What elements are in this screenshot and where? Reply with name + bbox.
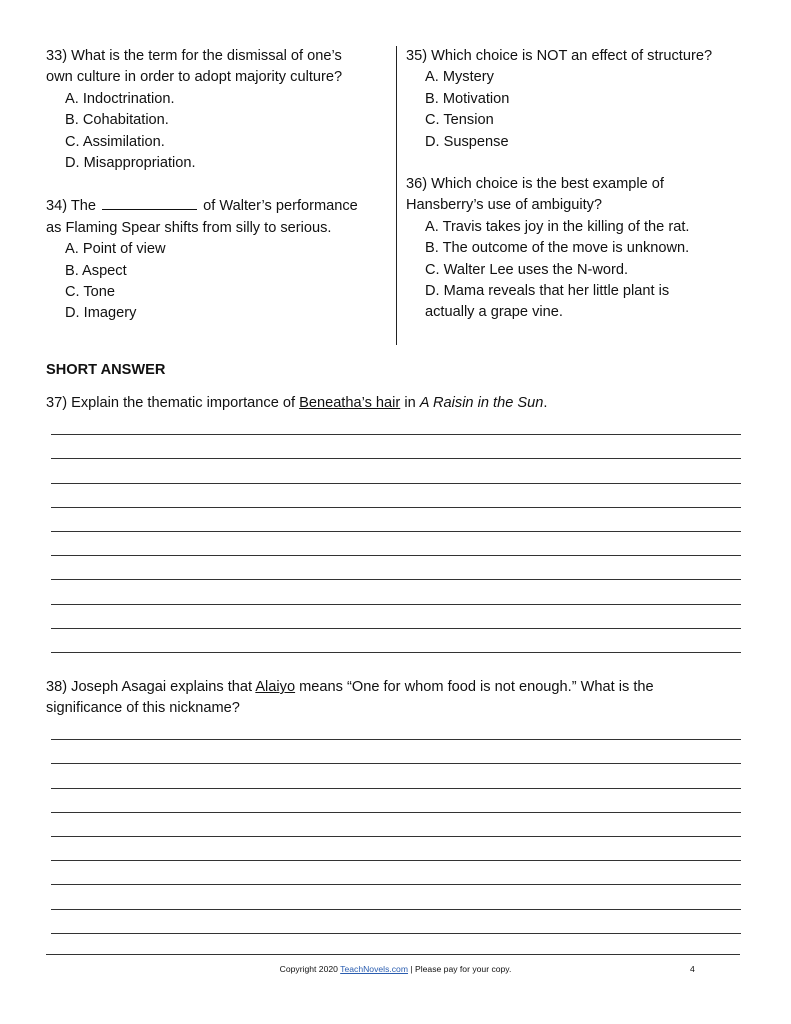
writing-line: [51, 459, 741, 483]
section-heading-short-answer: SHORT ANSWER: [46, 362, 166, 378]
right-column: [406, 46, 751, 324]
question-34: [46, 195, 388, 324]
question-36-options: [406, 217, 751, 324]
answer-lines-37: [51, 411, 741, 653]
writing-line: [51, 629, 741, 653]
left-column: [46, 46, 388, 325]
option-d: D. Mama reveals that her little plant is: [425, 283, 670, 300]
question-38-post: means “One for whom food is not enough.” What is the: [299, 679, 654, 695]
option-b: B. The outcome of the move is unknown.: [425, 240, 690, 257]
writing-line: [51, 885, 741, 909]
question-36-text-line1: 36) Which choice is the best example of: [406, 176, 664, 193]
writing-line: [51, 716, 741, 740]
writing-line: [51, 740, 741, 764]
question-37-mid: in: [404, 395, 416, 411]
question-34-options: [46, 239, 388, 325]
option-c: C. Tone: [65, 284, 116, 301]
option-d: D. Suspense: [425, 133, 509, 150]
option-a: A. Indoctrination.: [65, 90, 175, 107]
option-b: B. Cohabitation.: [65, 112, 169, 129]
writing-line: [51, 556, 741, 580]
writing-line: [51, 580, 741, 604]
question-38-line1: [46, 677, 746, 698]
fill-in-blank: [102, 195, 197, 210]
option-d-continued: actually a grape vine.: [425, 304, 563, 321]
question-33-text-line1: 33) What is the term for the dismissal of one’s: [46, 48, 342, 64]
option-a: A. Point of view: [65, 241, 166, 258]
option-a: A. Travis takes joy in the killing of the rat.: [425, 218, 690, 235]
writing-line: [51, 789, 741, 813]
option-c: C. Walter Lee uses the N-word.: [425, 261, 629, 278]
writing-line: [51, 813, 741, 837]
option-b: B. Aspect: [65, 262, 127, 279]
question-37-underlined: Beneatha’s hair: [299, 395, 401, 411]
writing-line: [51, 484, 741, 508]
question-spacer: [406, 153, 751, 174]
question-33-options: [46, 89, 388, 175]
writing-line: [51, 861, 741, 885]
option-c: C. Assimilation.: [65, 133, 165, 150]
question-38-underlined: Alaiyo: [255, 679, 296, 695]
writing-line: [51, 837, 741, 861]
option-b: B. Motivation: [425, 90, 510, 107]
writing-line: [51, 764, 741, 788]
question-38-line2: significance of this nickname?: [46, 700, 240, 717]
answer-lines-38: [51, 716, 741, 934]
option-a: A. Mystery: [425, 69, 494, 86]
question-34-post: of Walter’s performance: [203, 198, 358, 215]
writing-line: [51, 435, 741, 459]
question-34-text-line2: as Flaming Spear shifts from silly to serious.: [46, 219, 332, 236]
question-38: [46, 677, 746, 720]
footer-rule: [46, 954, 740, 955]
question-37-pre: 37) Explain the thematic importance of: [46, 395, 296, 411]
footer-note: | Please pay for your copy.: [410, 964, 512, 974]
page-number: 4: [690, 964, 695, 974]
option-c: C. Tension: [425, 112, 494, 129]
question-spacer: [46, 174, 388, 195]
writing-line: [51, 532, 741, 556]
question-34-text-line1: [46, 195, 388, 217]
writing-line: [51, 605, 741, 629]
writing-line: [51, 508, 741, 532]
question-36-text-line2: Hansberry’s use of ambiguity?: [406, 197, 603, 214]
question-36: [406, 174, 751, 324]
book-title: A Raisin in the Sun: [419, 395, 544, 411]
column-divider: [396, 46, 397, 345]
question-33-text-line2: own culture in order to adopt majority culture?: [46, 69, 343, 86]
writing-line: [51, 411, 741, 435]
option-d: D. Imagery: [65, 305, 137, 322]
writing-line: [51, 910, 741, 934]
question-35: [406, 46, 751, 153]
footer-link[interactable]: TeachNovels.com: [340, 964, 408, 974]
question-37-post: .: [543, 395, 548, 411]
option-d: D. Misappropriation.: [65, 155, 196, 172]
footer: [0, 964, 791, 974]
question-34-pre: 34) The: [46, 198, 97, 215]
question-35-text: 35) Which choice is NOT an effect of structure?: [406, 48, 713, 64]
footer-copyright: Copyright 2020: [279, 964, 338, 974]
question-38-pre: 38) Joseph Asagai explains that: [46, 679, 253, 695]
question-35-options: [406, 67, 751, 153]
question-33: [46, 46, 388, 174]
